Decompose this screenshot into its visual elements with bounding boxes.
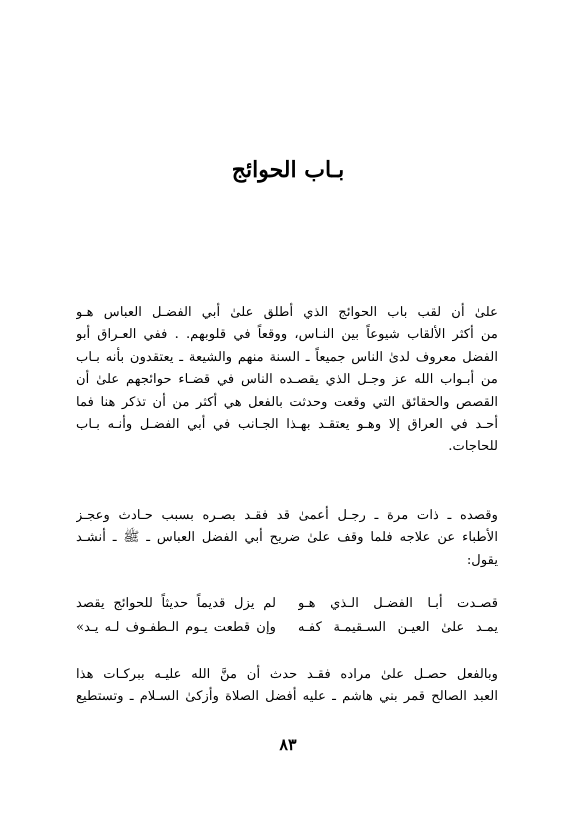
paragraph-1 <box>76 302 498 459</box>
text-line: من أبـواب الله عز وجـل الذي يقصـده الناس في قضـاء حوائجهم علىٰ أن <box>76 372 498 388</box>
text-line: الفضل معروف لدىٰ الناس جميعاً ـ السنة منهم والشيعة ـ يعتقدون بأنه بـاب <box>76 349 498 365</box>
text-line: للحاجات. <box>448 439 498 455</box>
poem-verse <box>76 592 498 616</box>
text-line: الأطباء عن علاجه فلما وقف علىٰ ضريح أبي الفضل العباس ـ ﷺ ـ أنشـد <box>76 530 498 546</box>
poem <box>76 592 498 640</box>
page-number: ٨٣ <box>279 735 297 754</box>
text-line: وبالفعل حصـل علىٰ مراده فقـد حدث أن منَّ الله عليـه ببركـات هذا <box>76 667 498 682</box>
poem-second-hemistich: وإن قطعت يـوم الـطفـوف لـه يـد» <box>76 620 276 635</box>
poem-second-hemistich: لم يزل قديماً حديثاً للحوائج يقصد <box>76 596 276 611</box>
text-line: علىٰ أن لقب باب الحوائج الذي أطلق علىٰ أبي الفضـل العباس هـو <box>76 305 498 320</box>
poem-first-hemistich: قصـدت أبـا الفضـل الـذي هـو <box>298 596 498 611</box>
paragraph-2 <box>76 505 498 572</box>
poem-first-hemistich: يمـد علىٰ العيـن السـقيمـة كفـه <box>298 620 498 635</box>
chapter-title: بـاب الحوائج <box>231 157 345 183</box>
text-line: من أكثر الألقاب شيوعاً بين النـاس، ووقعاً في قلوبهم. . ففي العـراق أبو <box>76 327 498 343</box>
paragraph-3 <box>76 664 498 709</box>
text-line: يقول: <box>466 552 498 568</box>
text-line: وقصده ـ ذات مرة ـ رجـل أعمىٰ قد فقـد بصـره بسبب حـادث وعجـز <box>76 508 498 523</box>
text-line: أحـد في العراق إلا وهـو يعتقـد بهـذا الجـانب في أبي الفضـل وأنـه بـاب <box>76 417 498 433</box>
poem-verse <box>76 616 498 640</box>
text-line: القصص والحقائق التي وقعت وحدثت بالفعل هي أكثر من أن تذكر هنا فما <box>76 394 498 410</box>
text-line: العبد الصالح قمر بني هاشم ـ عليه أفضل الصلاة وأزكىٰ السـلام ـ وتستطيع <box>76 689 498 705</box>
